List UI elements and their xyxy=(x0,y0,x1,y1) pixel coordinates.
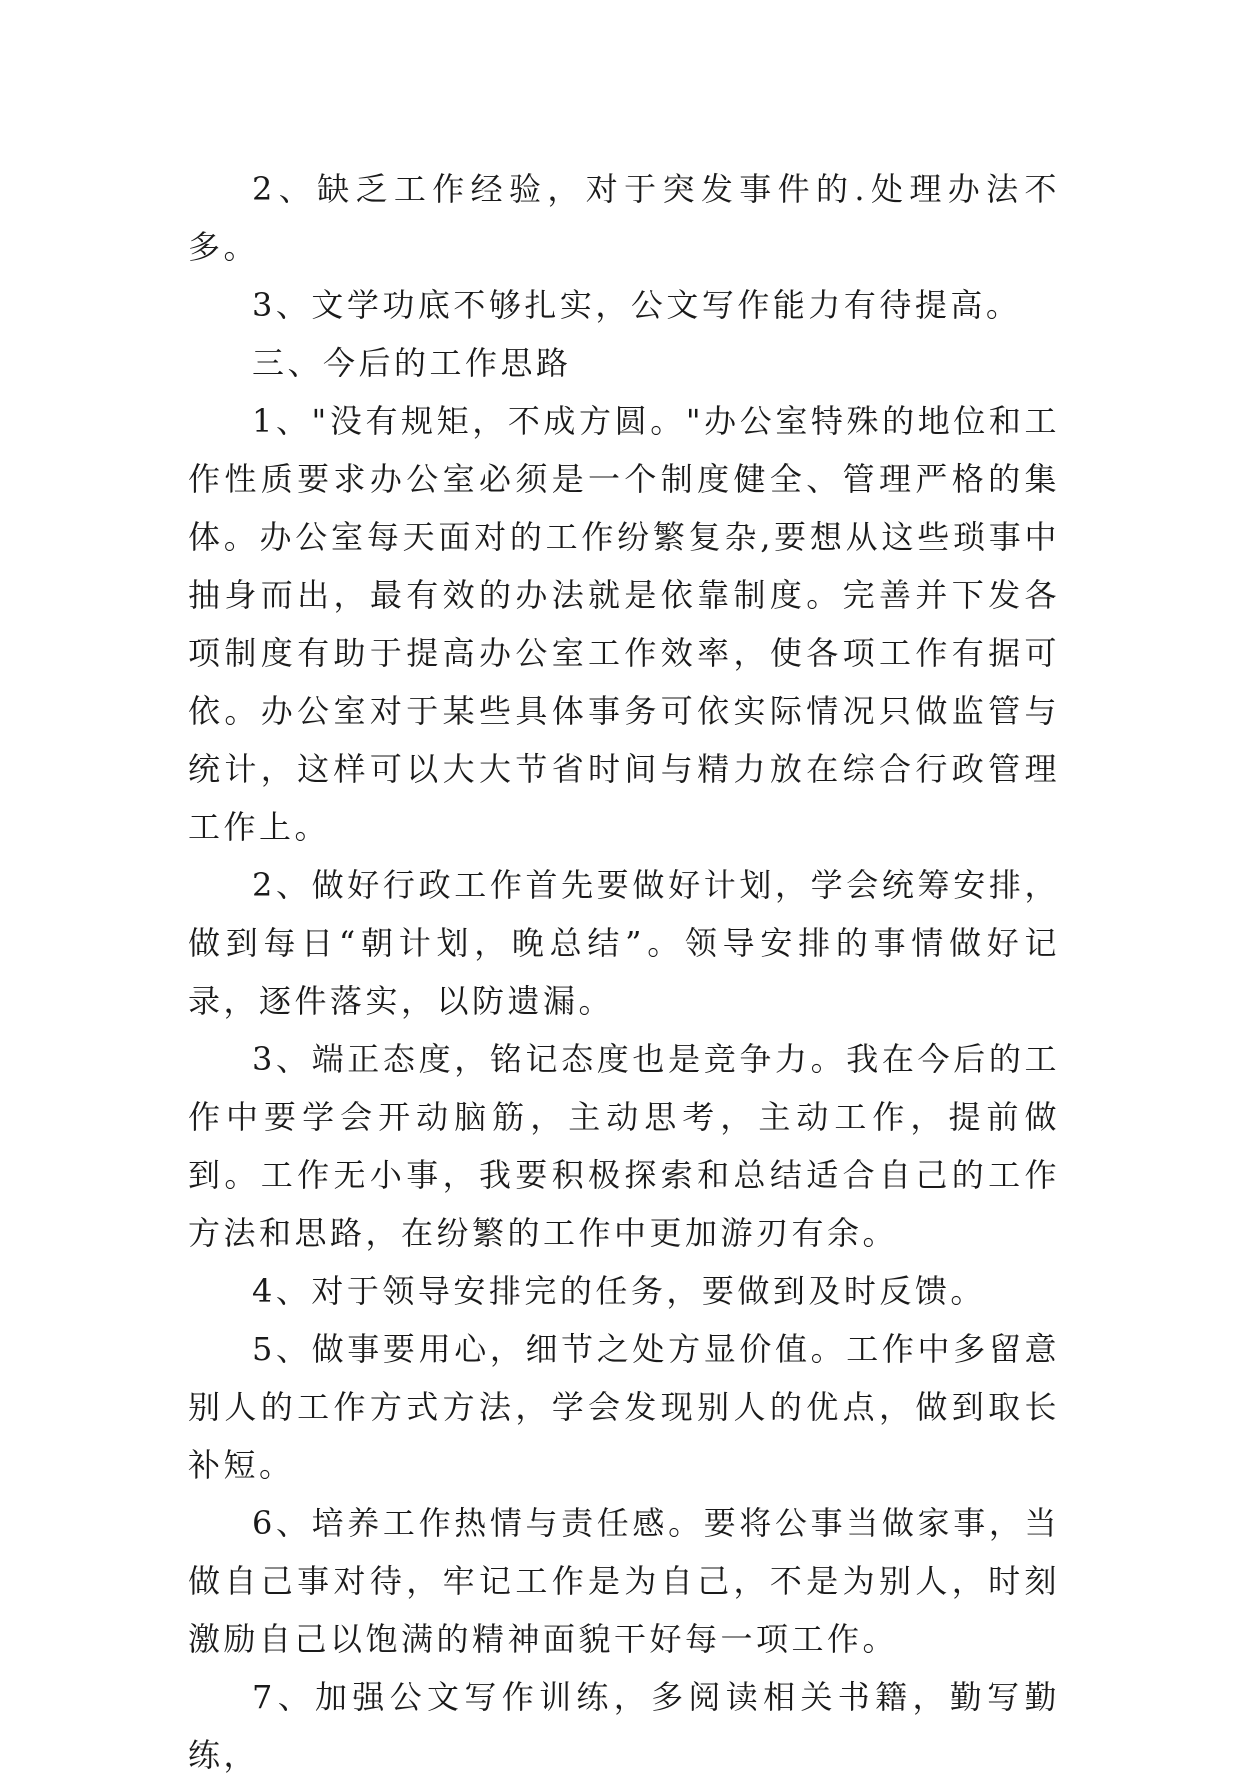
paragraph-plan-5: 5、做事要用心，细节之处方显价值。工作中多留意别人的工作方式方法，学会发现别人的优点，做到取长补短。 xyxy=(188,1330,1060,1484)
paragraph-shortcoming-3: 3、文学功底不够扎实，公文写作能力有待提高。 xyxy=(252,286,1022,324)
paragraph-shortcoming-2: 2、缺乏工作经验，对于突发事件的.处理办法不多。 xyxy=(188,170,1060,266)
document-body xyxy=(188,160,1060,1784)
paragraph-plan-2: 2、做好行政工作首先要做好计划，学会统筹安排，做到每日“朝计划，晚总结”。领导安排的事情做好记录，逐件落实，以防遗漏。 xyxy=(188,866,1060,1020)
paragraph-plan-6: 6、培养工作热情与责任感。要将公事当做家事，当做自己事对待，牢记工作是为自己，不是为别人，时刻激励自己以饱满的精神面貌干好每一项工作。 xyxy=(188,1504,1060,1658)
paragraph-plan-1: 1、"没有规矩，不成方圆。"办公室特殊的地位和工作性质要求办公室必须是一个制度健全、管理严格的集体。办公室每天面对的工作纷繁复杂,要想从这些琐事中抽身而出，最有效的办法就是依靠制度。完善并下发各项制度有助于提高办公室工作效率，使各项工作有据可依。办公室对于某些具体事务可依实际情况只做监管与统计，这样可以大大节省时间与精力放在综合行政管理工作上。 xyxy=(188,402,1060,846)
paragraph-plan-7: 7、加强公文写作训练，多阅读相关书籍，勤写勤练， xyxy=(188,1678,1060,1774)
paragraph-plan-3: 3、端正态度，铭记态度也是竞争力。我在今后的工作中要学会开动脑筋，主动思考，主动工作，提前做到。工作无小事，我要积极探索和总结适合自己的工作方法和思路，在纷繁的工作中更加游刃有余。 xyxy=(188,1040,1060,1252)
paragraph-plan-4: 4、对于领导安排完的任务，要做到及时反馈。 xyxy=(252,1272,986,1310)
section-heading-future-work: 三、今后的工作思路 xyxy=(252,344,572,382)
